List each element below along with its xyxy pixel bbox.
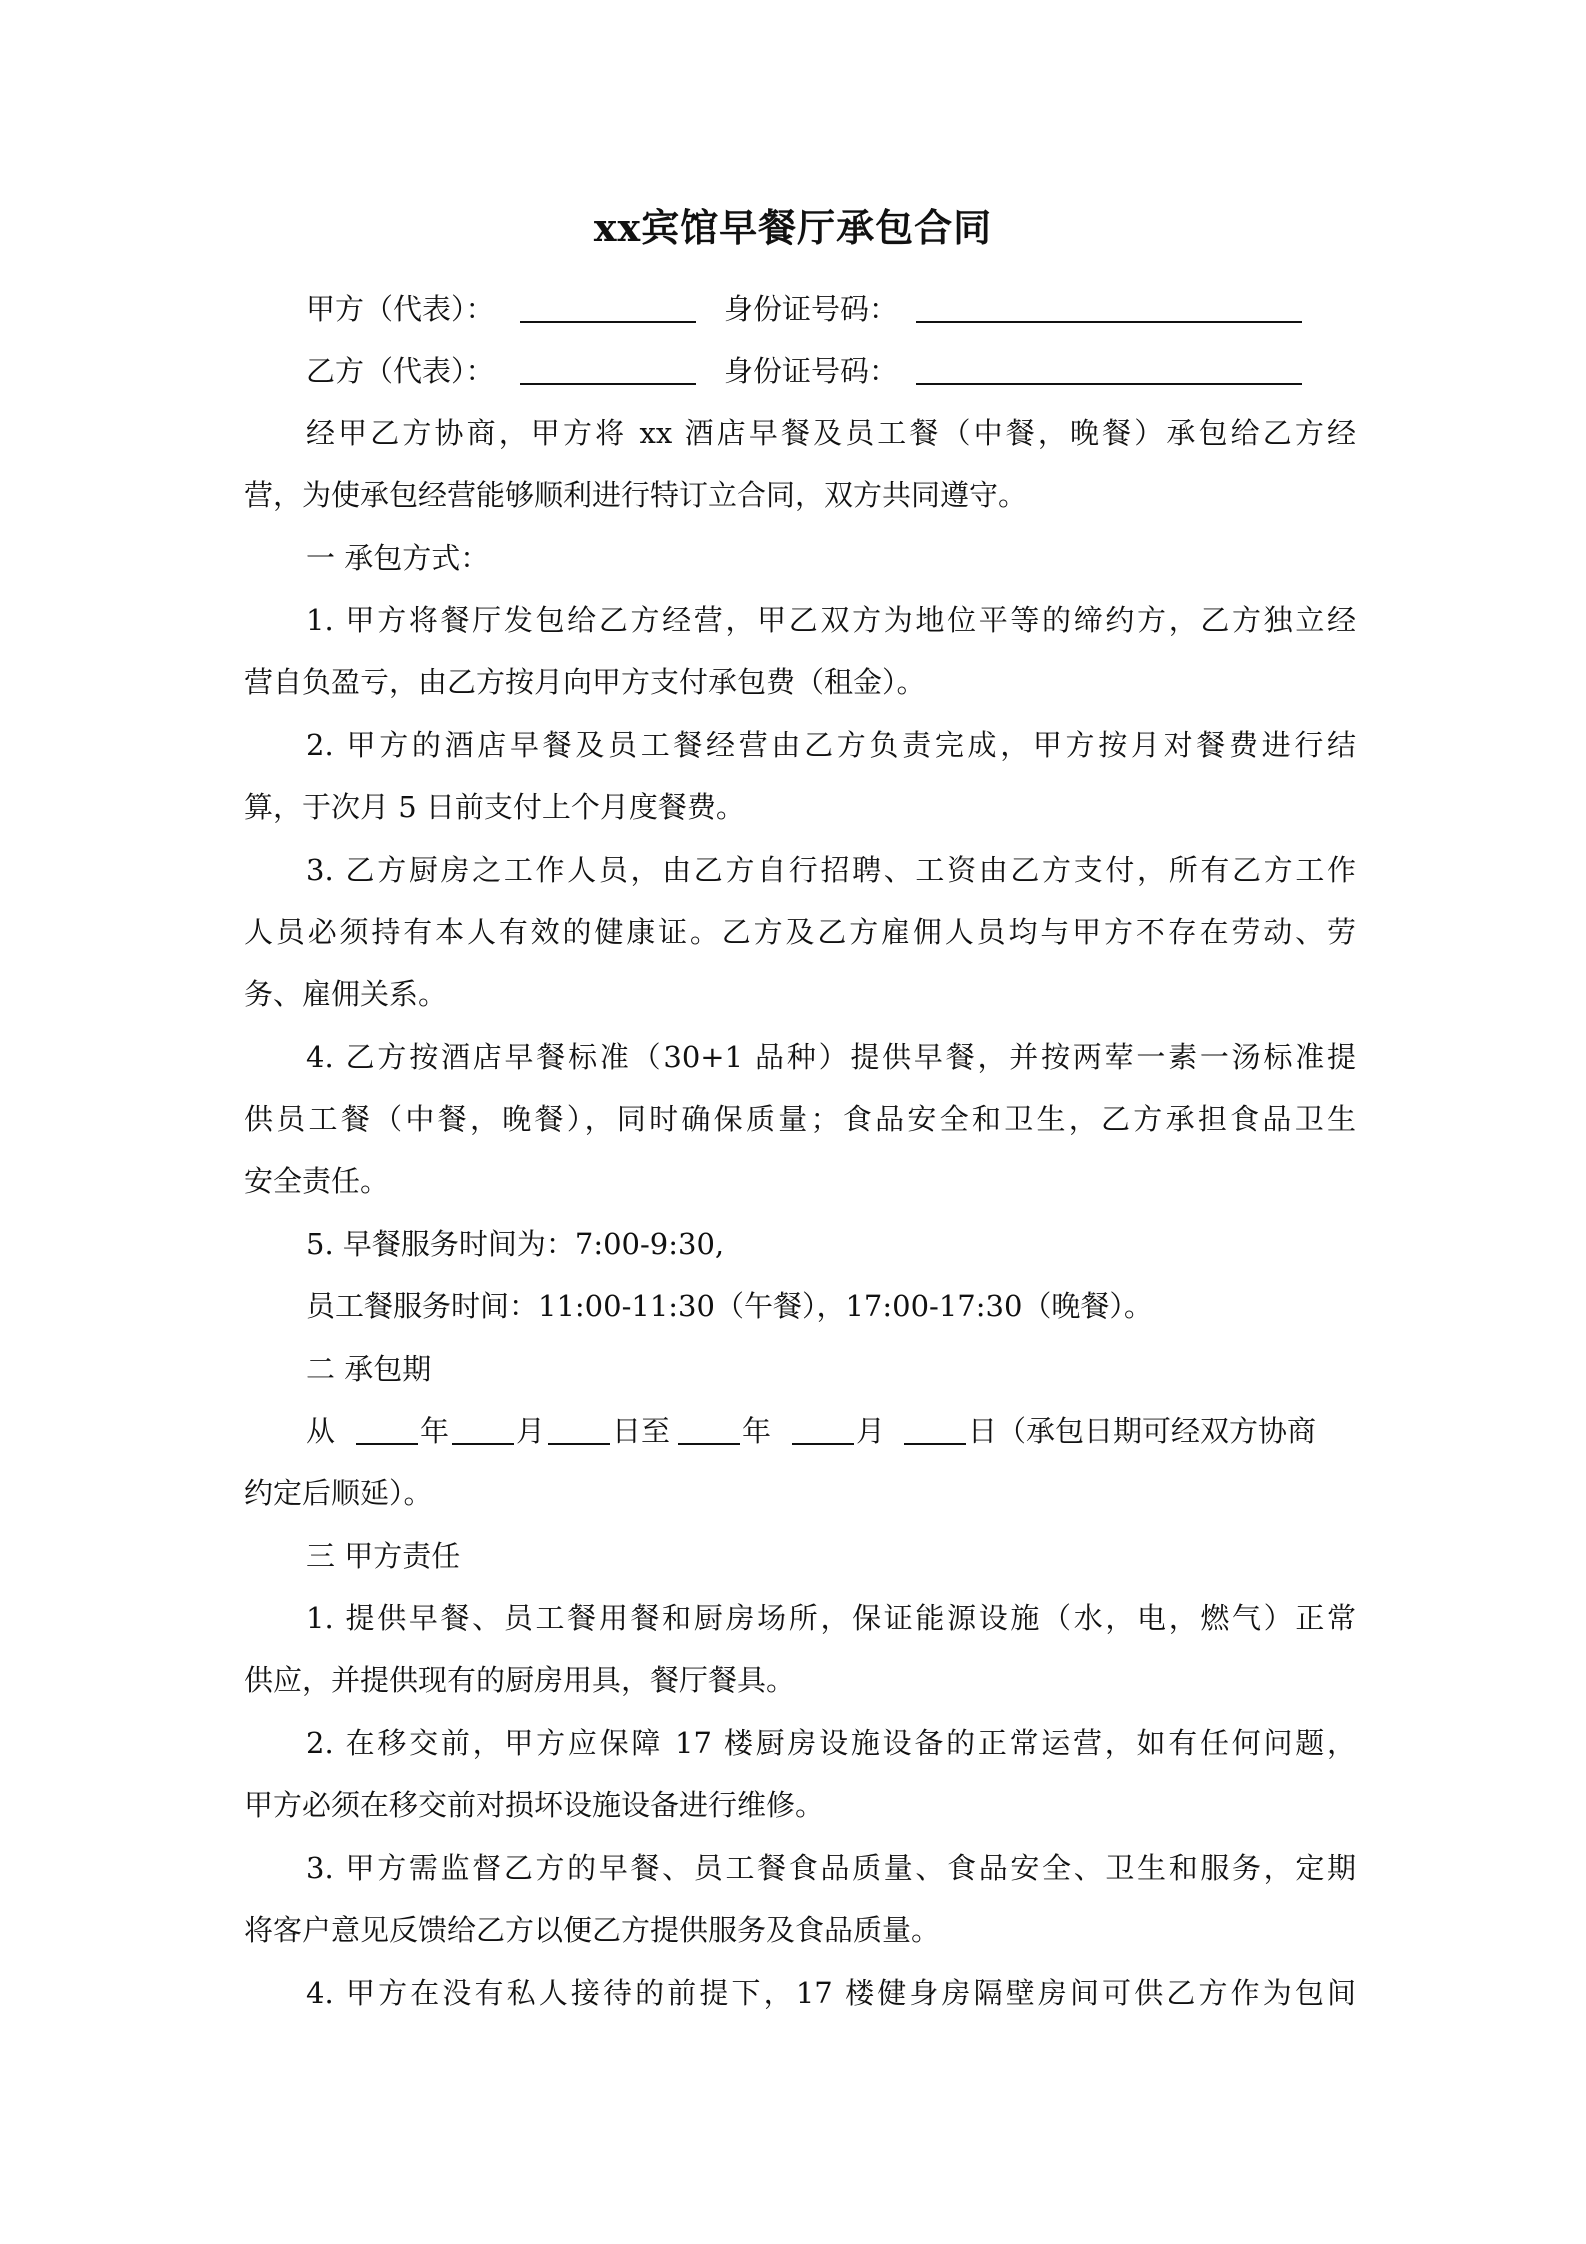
section-2-heading: 二 承包期 [306, 1352, 432, 1386]
term-from-label: 从 [306, 1414, 336, 1448]
s1-item-5-line-2: 员工餐服务时间：11:00-11:30（午餐），17:00-17:30（晚餐）。 [306, 1289, 1153, 1323]
end-day-blank [904, 1415, 966, 1445]
start-day-blank [548, 1415, 610, 1445]
s1-item-2-line-2: 算，于次月 5 日前支付上个月度餐费。 [244, 790, 745, 824]
s3-item-3-line-2: 将客户意见反馈给乙方以便乙方提供服务及食品质量。 [244, 1913, 941, 1947]
s1-item-4-line-2: 供员工餐（中餐，晚餐），同时确保质量；食品安全和卫生，乙方承担食品卫生 [244, 1102, 1356, 1136]
end-month-label: 月 [856, 1414, 886, 1448]
start-month-blank [452, 1415, 514, 1445]
party-b-name-blank [520, 355, 696, 385]
party-a-id-label: 身份证号码： [724, 292, 899, 326]
s3-item-2-line-1: 2. 在移交前，甲方应保障 17 楼厨房设施设备的正常运营，如有任何问题， [306, 1726, 1356, 1760]
section-1-heading: 一 承包方式： [306, 541, 490, 575]
intro-line-2: 营，为使承包经营能够顺利进行特订立合同，双方共同遵守。 [244, 478, 1028, 512]
s1-item-1-line-1: 1. 甲方将餐厅发包给乙方经营，甲乙双方为地位平等的缔约方，乙方独立经 [306, 603, 1356, 637]
start-year-label: 年 [420, 1414, 450, 1448]
s3-item-2-line-2: 甲方必须在移交前对损坏设施设备进行维修。 [244, 1788, 825, 1822]
end-year-blank [678, 1415, 740, 1445]
s1-item-2-line-1: 2. 甲方的酒店早餐及员工餐经营由乙方负责完成，甲方按月对餐费进行结 [306, 728, 1356, 762]
party-b-label: 乙方（代表）： [306, 354, 495, 388]
party-b-id-blank [916, 355, 1302, 385]
party-b-id-label: 身份证号码： [724, 354, 899, 388]
start-year-blank [356, 1415, 418, 1445]
intro-line-1: 经甲乙方协商，甲方将 xx 酒店早餐及员工餐（中餐，晚餐）承包给乙方经 [306, 416, 1356, 450]
section-3-heading: 三 甲方责任 [306, 1539, 461, 1573]
term-line-2: 约定后顺延）。 [244, 1476, 433, 1510]
s1-item-4-line-3: 安全责任。 [244, 1164, 390, 1198]
s1-item-3-line-3: 务、雇佣关系。 [244, 977, 448, 1011]
s1-item-3-line-2: 人员必须持有本人有效的健康证。乙方及乙方雇佣人员均与甲方不存在劳动、劳 [244, 915, 1356, 949]
party-a-name-blank [520, 293, 696, 323]
start-day-to-label: 日至 [612, 1414, 671, 1448]
party-b-row [0, 351, 1586, 391]
s1-item-3-line-1: 3. 乙方厨房之工作人员，由乙方自行招聘、工资由乙方支付，所有乙方工作 [306, 853, 1356, 887]
s1-item-4-line-1: 4. 乙方按酒店早餐标准（30+1 品种）提供早餐，并按两荤一素一汤标准提 [306, 1040, 1356, 1074]
start-month-label: 月 [516, 1414, 546, 1448]
s1-item-5-line-1: 5. 早餐服务时间为：7:00-9:30, [306, 1227, 725, 1261]
s3-item-3-line-1: 3. 甲方需监督乙方的早餐、员工餐食品质量、食品安全、卫生和服务，定期 [306, 1851, 1356, 1885]
party-a-label: 甲方（代表）： [306, 292, 495, 326]
end-month-blank [792, 1415, 854, 1445]
party-a-id-blank [916, 293, 1302, 323]
term-dates-row [0, 1411, 1586, 1451]
document-title: xx宾馆早餐厅承包合同 [593, 205, 993, 250]
s3-item-1-line-1: 1. 提供早餐、员工餐用餐和厨房场所，保证能源设施（水，电，燃气）正常 [306, 1601, 1356, 1635]
s1-item-1-line-2: 营自负盈亏，由乙方按月向甲方支付承包费（租金）。 [244, 665, 926, 699]
s3-item-1-line-2: 供应，并提供现有的厨房用具，餐厅餐具。 [244, 1663, 796, 1697]
s3-item-4-line-1: 4. 甲方在没有私人接待的前提下，17 楼健身房隔壁房间可供乙方作为包间 [306, 1976, 1356, 2010]
term-tail-text: 日（承包日期可经双方协商 [968, 1414, 1317, 1448]
party-a-row [0, 289, 1586, 329]
end-year-label: 年 [742, 1414, 772, 1448]
